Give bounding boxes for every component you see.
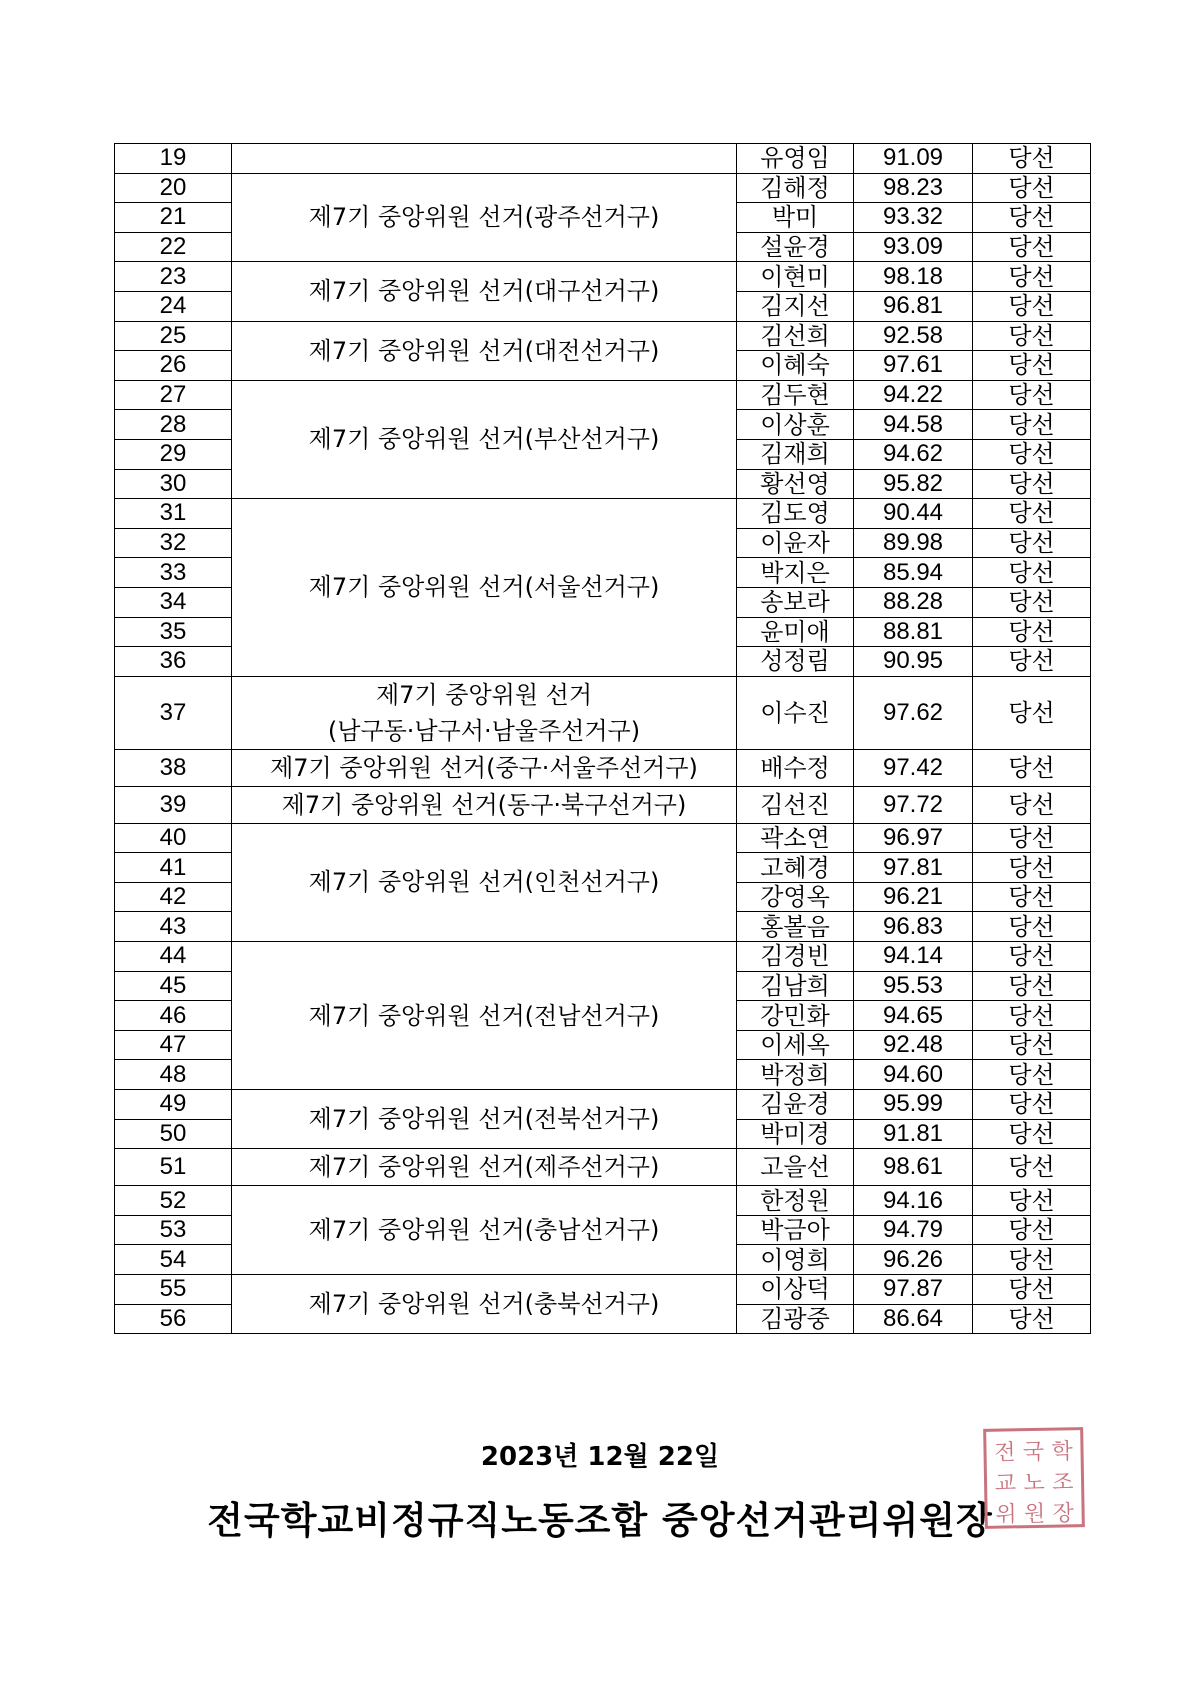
- result-cell: 당선: [973, 942, 1091, 972]
- vote-percentage-cell: 89.98: [854, 528, 973, 558]
- vote-percentage-cell: 96.21: [854, 882, 973, 912]
- result-cell: 당선: [973, 1304, 1091, 1334]
- vote-percentage-cell: 94.14: [854, 942, 973, 972]
- seal-character: 학: [1051, 1439, 1074, 1465]
- result-cell: 당선: [973, 173, 1091, 203]
- vote-percentage-cell: 85.94: [854, 558, 973, 588]
- result-cell: 당선: [973, 410, 1091, 440]
- candidate-name-cell: 이윤자: [737, 528, 854, 558]
- row-number-cell: 45: [115, 971, 232, 1001]
- election-district-label: 제7기 중앙위원 선거(인천선거구): [308, 868, 660, 897]
- result-cell: 당선: [973, 144, 1091, 174]
- vote-percentage-cell: 94.65: [854, 1001, 973, 1031]
- row-number-cell: 41: [115, 853, 232, 883]
- election-district-cell: [232, 1275, 737, 1334]
- candidate-name-cell: 김도영: [737, 499, 854, 529]
- vote-percentage-cell: 97.61: [854, 351, 973, 381]
- seal-character: 교: [994, 1471, 1017, 1497]
- row-number-cell: 36: [115, 647, 232, 677]
- vote-percentage-cell: 94.60: [854, 1060, 973, 1090]
- candidate-name-cell: 홍볼음: [737, 912, 854, 942]
- result-cell: 당선: [973, 321, 1091, 351]
- election-district-label: 제7기 중앙위원 선거(충남선거구): [308, 1216, 660, 1245]
- seal-character: 원: [1023, 1501, 1046, 1528]
- row-number-cell: 53: [115, 1215, 232, 1245]
- seal-character: 조: [1051, 1470, 1074, 1496]
- row-number-cell: 37: [115, 676, 232, 749]
- vote-percentage-cell: 95.53: [854, 971, 973, 1001]
- official-seal-stamp: [983, 1427, 1085, 1529]
- table-row: [115, 1186, 1091, 1216]
- election-district-label: 제7기 중앙위원 선거(중구·서울주선거구): [270, 753, 698, 782]
- vote-percentage-cell: 94.62: [854, 439, 973, 469]
- row-number-cell: 22: [115, 232, 232, 262]
- candidate-name-cell: 강영옥: [737, 882, 854, 912]
- candidate-name-cell: 곽소연: [737, 823, 854, 853]
- result-cell: 당선: [973, 786, 1091, 823]
- vote-percentage-cell: 93.09: [854, 232, 973, 262]
- result-cell: 당선: [973, 1001, 1091, 1031]
- vote-percentage-cell: 94.58: [854, 410, 973, 440]
- candidate-name-cell: 이상덕: [737, 1275, 854, 1305]
- table-row: [115, 1149, 1091, 1186]
- result-cell: 당선: [973, 291, 1091, 321]
- result-cell: 당선: [973, 1149, 1091, 1186]
- vote-percentage-cell: 92.58: [854, 321, 973, 351]
- row-number-cell: 30: [115, 469, 232, 499]
- candidate-name-cell: 이혜숙: [737, 351, 854, 381]
- table-row: [115, 676, 1091, 749]
- candidate-name-cell: 강민화: [737, 1001, 854, 1031]
- election-district-cell: [232, 942, 737, 1090]
- vote-percentage-cell: 95.99: [854, 1090, 973, 1120]
- candidate-name-cell: 이현미: [737, 262, 854, 292]
- candidate-name-cell: 김선진: [737, 786, 854, 823]
- vote-percentage-cell: 90.95: [854, 647, 973, 677]
- candidate-name-cell: 배수정: [737, 749, 854, 786]
- row-number-cell: 38: [115, 749, 232, 786]
- candidate-name-cell: 이세옥: [737, 1030, 854, 1060]
- vote-percentage-cell: 88.81: [854, 617, 973, 647]
- election-district-cell: [232, 262, 737, 321]
- row-number-cell: 49: [115, 1090, 232, 1120]
- vote-percentage-cell: 96.26: [854, 1245, 973, 1275]
- candidate-name-cell: 이영희: [737, 1245, 854, 1275]
- candidate-name-cell: 김남희: [737, 971, 854, 1001]
- table-row: [115, 1275, 1091, 1305]
- candidate-name-cell: 김경빈: [737, 942, 854, 972]
- candidate-name-cell: 김재희: [737, 439, 854, 469]
- election-district-label: 제7기 중앙위원 선거(부산선거구): [308, 425, 660, 454]
- result-cell: 당선: [973, 617, 1091, 647]
- vote-percentage-cell: 95.82: [854, 469, 973, 499]
- row-number-cell: 31: [115, 499, 232, 529]
- table-row: [115, 262, 1091, 292]
- row-number-cell: 43: [115, 912, 232, 942]
- row-number-cell: 46: [115, 1001, 232, 1031]
- table-row: [115, 942, 1091, 972]
- row-number-cell: 24: [115, 291, 232, 321]
- candidate-name-cell: 김광중: [737, 1304, 854, 1334]
- candidate-name-cell: 김윤경: [737, 1090, 854, 1120]
- result-cell: 당선: [973, 1186, 1091, 1216]
- election-district-label: 제7기 중앙위원 선거(동구·북구선거구): [281, 790, 687, 819]
- election-district-cell: [232, 144, 737, 174]
- row-number-cell: 48: [115, 1060, 232, 1090]
- election-district-label: 제7기 중앙위원 선거(대전선거구): [308, 336, 660, 365]
- election-district-label: 제7기 중앙위원 선거(광주선거구): [308, 203, 660, 232]
- election-district-label: 제7기 중앙위원 선거(대구선거구): [308, 277, 660, 306]
- vote-percentage-cell: 91.81: [854, 1119, 973, 1149]
- election-district-cell: [232, 499, 737, 677]
- seal-character: 장: [1052, 1501, 1075, 1527]
- candidate-name-cell: 김해정: [737, 173, 854, 203]
- election-district-cell: [232, 380, 737, 498]
- vote-percentage-cell: 97.81: [854, 853, 973, 883]
- vote-percentage-cell: 94.79: [854, 1215, 973, 1245]
- candidate-name-cell: 이수진: [737, 676, 854, 749]
- candidate-name-cell: 고을선: [737, 1149, 854, 1186]
- table-row: [115, 786, 1091, 823]
- seal-character: 노: [1023, 1470, 1045, 1497]
- election-district-label: 제7기 중앙위원 선거(전북선거구): [308, 1105, 660, 1134]
- vote-percentage-cell: 96.83: [854, 912, 973, 942]
- election-district-cell: [232, 173, 737, 262]
- vote-percentage-cell: 86.64: [854, 1304, 973, 1334]
- candidate-name-cell: 설윤경: [737, 232, 854, 262]
- result-cell: 당선: [973, 882, 1091, 912]
- election-district-label: 제7기 중앙위원 선거(전남선거구): [308, 1001, 660, 1030]
- row-number-cell: 21: [115, 203, 232, 233]
- election-district-cell: [232, 676, 737, 749]
- result-cell: 당선: [973, 971, 1091, 1001]
- election-district-label: 제7기 중앙위원 선거(서울선거구): [308, 573, 660, 602]
- candidate-name-cell: 윤미애: [737, 617, 854, 647]
- row-number-cell: 50: [115, 1119, 232, 1149]
- candidate-name-cell: 박미: [737, 203, 854, 233]
- row-number-cell: 51: [115, 1149, 232, 1186]
- candidate-name-cell: 한정원: [737, 1186, 854, 1216]
- row-number-cell: 28: [115, 410, 232, 440]
- vote-percentage-cell: 96.81: [854, 291, 973, 321]
- result-cell: 당선: [973, 232, 1091, 262]
- row-number-cell: 32: [115, 528, 232, 558]
- result-cell: 당선: [973, 1245, 1091, 1275]
- table-row: [115, 1090, 1091, 1120]
- vote-percentage-cell: 97.72: [854, 786, 973, 823]
- row-number-cell: 54: [115, 1245, 232, 1275]
- table-row: [115, 173, 1091, 203]
- election-district-cell: [232, 823, 737, 941]
- election-district-label: 제7기 중앙위원 선거(제주선거구): [308, 1153, 660, 1182]
- result-cell: 당선: [973, 1275, 1091, 1305]
- result-cell: 당선: [973, 1030, 1091, 1060]
- issuing-organization: 전국학교비정규직노동조합 중앙선거관리위원장: [207, 1499, 993, 1542]
- row-number-cell: 27: [115, 380, 232, 410]
- vote-percentage-cell: 97.62: [854, 676, 973, 749]
- election-district-cell: [232, 321, 737, 380]
- row-number-cell: 25: [115, 321, 232, 351]
- candidate-name-cell: 박금아: [737, 1215, 854, 1245]
- candidate-name-cell: 김지선: [737, 291, 854, 321]
- result-cell: 당선: [973, 587, 1091, 617]
- result-cell: 당선: [973, 676, 1091, 749]
- result-cell: 당선: [973, 499, 1091, 529]
- vote-percentage-cell: 94.22: [854, 380, 973, 410]
- election-district-cell: [232, 749, 737, 786]
- row-number-cell: 56: [115, 1304, 232, 1334]
- election-district-cell: [232, 786, 737, 823]
- result-cell: 당선: [973, 262, 1091, 292]
- result-cell: 당선: [973, 823, 1091, 853]
- election-results-table: [114, 143, 1091, 1334]
- table-row: [115, 144, 1091, 174]
- result-cell: 당선: [973, 558, 1091, 588]
- vote-percentage-cell: 93.32: [854, 203, 973, 233]
- candidate-name-cell: 성정림: [737, 647, 854, 677]
- result-cell: 당선: [973, 853, 1091, 883]
- result-cell: 당선: [973, 1090, 1091, 1120]
- table-row: [115, 823, 1091, 853]
- row-number-cell: 26: [115, 351, 232, 381]
- result-cell: 당선: [973, 528, 1091, 558]
- vote-percentage-cell: 98.23: [854, 173, 973, 203]
- row-number-cell: 40: [115, 823, 232, 853]
- election-district-cell: [232, 1090, 737, 1149]
- result-cell: 당선: [973, 1215, 1091, 1245]
- result-cell: 당선: [973, 1060, 1091, 1090]
- document-date: 2023년 12월 22일: [480, 1442, 720, 1472]
- table-row: [115, 499, 1091, 529]
- result-cell: 당선: [973, 1119, 1091, 1149]
- row-number-cell: 39: [115, 786, 232, 823]
- candidate-name-cell: 송보라: [737, 587, 854, 617]
- row-number-cell: 29: [115, 439, 232, 469]
- candidate-name-cell: 김두현: [737, 380, 854, 410]
- candidate-name-cell: 유영임: [737, 144, 854, 174]
- table-row: [115, 749, 1091, 786]
- election-district-cell: [232, 1186, 737, 1275]
- candidate-name-cell: 황선영: [737, 469, 854, 499]
- seal-character: 전: [994, 1440, 1016, 1466]
- election-district-label-line2: (남구동·남구서·남울주선거구): [327, 716, 641, 745]
- candidate-name-cell: 고혜경: [737, 853, 854, 883]
- table-row: [115, 380, 1091, 410]
- row-number-cell: 35: [115, 617, 232, 647]
- vote-percentage-cell: 92.48: [854, 1030, 973, 1060]
- result-cell: 당선: [973, 380, 1091, 410]
- election-district-cell: [232, 1149, 737, 1186]
- vote-percentage-cell: 98.61: [854, 1149, 973, 1186]
- vote-percentage-cell: 98.18: [854, 262, 973, 292]
- row-number-cell: 33: [115, 558, 232, 588]
- vote-percentage-cell: 94.16: [854, 1186, 973, 1216]
- result-cell: 당선: [973, 912, 1091, 942]
- vote-percentage-cell: 90.44: [854, 499, 973, 529]
- result-cell: 당선: [973, 469, 1091, 499]
- row-number-cell: 55: [115, 1275, 232, 1305]
- candidate-name-cell: 박지은: [737, 558, 854, 588]
- candidate-name-cell: 김선희: [737, 321, 854, 351]
- row-number-cell: 20: [115, 173, 232, 203]
- vote-percentage-cell: 88.28: [854, 587, 973, 617]
- row-number-cell: 34: [115, 587, 232, 617]
- candidate-name-cell: 박미경: [737, 1119, 854, 1149]
- row-number-cell: 23: [115, 262, 232, 292]
- seal-character: 위: [995, 1502, 1017, 1528]
- row-number-cell: 52: [115, 1186, 232, 1216]
- table-row: [115, 321, 1091, 351]
- candidate-name-cell: 박정희: [737, 1060, 854, 1090]
- result-cell: 당선: [973, 203, 1091, 233]
- vote-percentage-cell: 96.97: [854, 823, 973, 853]
- row-number-cell: 42: [115, 882, 232, 912]
- result-cell: 당선: [973, 439, 1091, 469]
- row-number-cell: 19: [115, 144, 232, 174]
- vote-percentage-cell: 97.87: [854, 1275, 973, 1305]
- vote-percentage-cell: 91.09: [854, 144, 973, 174]
- row-number-cell: 44: [115, 942, 232, 972]
- result-cell: 당선: [973, 647, 1091, 677]
- vote-percentage-cell: 97.42: [854, 749, 973, 786]
- result-cell: 당선: [973, 351, 1091, 381]
- candidate-name-cell: 이상훈: [737, 410, 854, 440]
- election-district-label: 제7기 중앙위원 선거: [376, 680, 592, 709]
- seal-character: 국: [1022, 1439, 1045, 1466]
- election-district-label: 제7기 중앙위원 선거(충북선거구): [308, 1290, 660, 1319]
- result-cell: 당선: [973, 749, 1091, 786]
- row-number-cell: 47: [115, 1030, 232, 1060]
- results-table-body: [115, 144, 1091, 1334]
